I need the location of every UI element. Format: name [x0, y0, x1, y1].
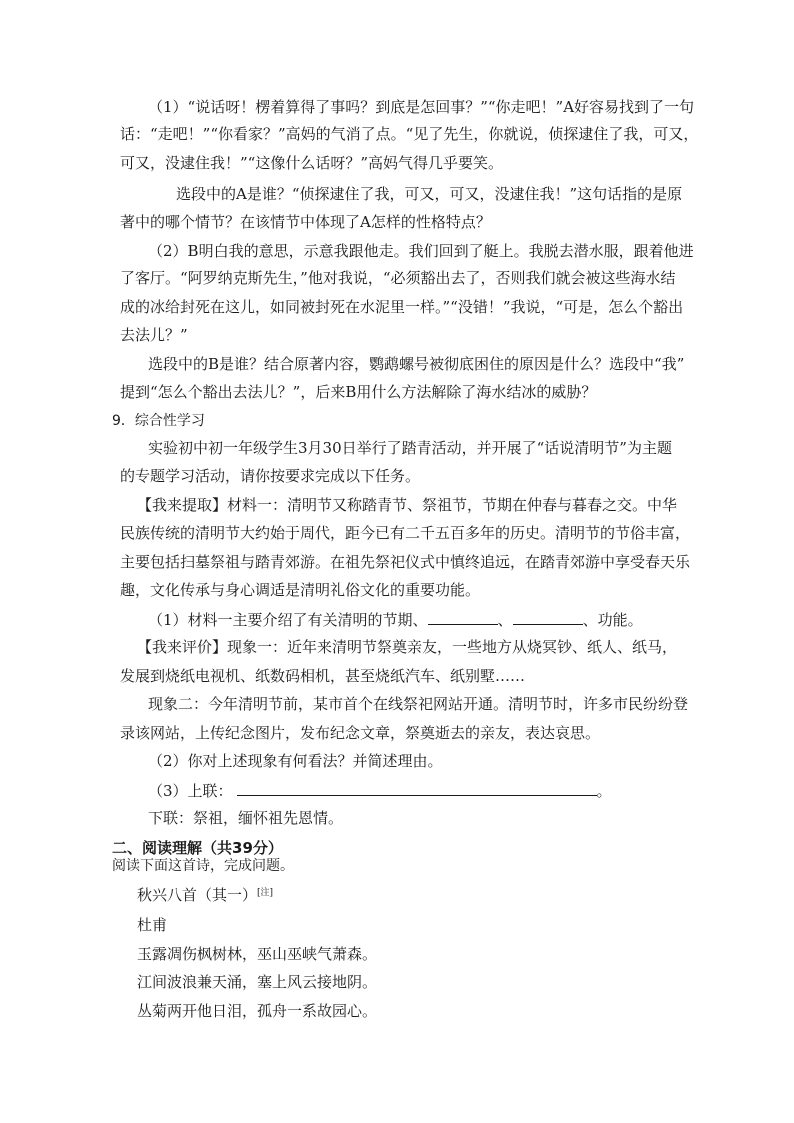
- q2-question-line-1: 选段中的B是谁？结合原著内容，鹦鹉螺号被彻底困住的原因是什么？选段中“我”: [148, 355, 685, 373]
- sub-question-2: （2）你对上述现象有何看法？并简述理由。: [148, 752, 443, 770]
- q2-line-1: （2）B明白我的意思，示意我跟他走。我们回到了艇上。我脱去潜水服，跟着他进: [148, 242, 694, 260]
- material-one-line-2: 民族传统的清明节大约始于周代，距今已有二千五百多年的历史。清明节的节俗丰富，: [120, 524, 691, 542]
- q1-question-line-1: 选段中的A是谁？“侦探逮住了我，可又，可又，没逮住我！”这句话指的是原: [176, 185, 683, 203]
- q9-intro-line-1: 实验初中初一年级学生3月30日举行了踏青活动，并开展了“话说清明节”为主题: [148, 439, 672, 457]
- section-two-heading: 二、阅读理解（共39分）: [112, 839, 283, 857]
- poem-line-2: 江间波浪兼天涌，塞上风云接地阴。: [137, 973, 378, 991]
- poem-line-3: 丛菊两开他日泪，孤舟一系故园心。: [137, 1002, 378, 1020]
- upper-couplet-label: （3）上联：: [148, 782, 233, 800]
- sub-question-1-separator: 、: [497, 611, 513, 629]
- sub-question-3: [148, 780, 612, 801]
- section-two-intro: 阅读下面这首诗，完成问题。: [112, 858, 294, 874]
- upper-couplet-end: 。: [596, 782, 612, 800]
- poem-title-text: 秋兴八首（其一）: [137, 886, 258, 904]
- sub-question-1-suffix: 、功能。: [582, 611, 643, 629]
- q1-line-1: （1）“说话呀！楞着算得了事吗？到底是怎回事？”“你走吧！”A好容易找到了一句: [148, 98, 695, 116]
- q2-line-2: 了客厅。“阿罗纳克斯先生，”他对我说，“必须豁出去了，否则我们就会被这些海水结: [120, 269, 676, 287]
- q1-line-2: 话：“走吧！”“你看家？”高妈的气消了点。“见了先生，你就说，侦探逮住了我，可又，: [120, 125, 699, 143]
- q2-question-line-2: 提到“怎么个豁出去法儿？”，后来B用什么方法解除了海水结冰的威胁？: [120, 383, 597, 401]
- material-one-line-3: 主要包括扫墓祭祖与踏青郊游。在祖先祭祀仪式中慎终追远，在踏青郊游中享受春天乐: [120, 553, 691, 571]
- phenomenon-two-line-2: 录该网站，上传纪念图片，发布纪念文章，祭奠逝去的亲友，表达哀思。: [120, 724, 601, 742]
- poem-note-marker: [注]: [257, 888, 274, 898]
- sub-question-1: [148, 609, 643, 630]
- material-one-line-1: 【我来提取】材料一：清明节又称踏青节、祭祖节，节期在仲春与暮春之交。中华: [137, 496, 678, 514]
- poem-title: [137, 885, 273, 905]
- phenomenon-one-line-2: 发展到烧纸电视机、纸数码相机，甚至烧纸汽车、纸别墅……: [120, 667, 526, 685]
- q1-question-line-2: 著中的哪个情节？在该情节中体现了A怎样的性格特点？: [120, 213, 491, 231]
- phenomenon-one-line-1: 【我来评价】现象一：近年来清明节祭奠亲友，一些地方从烧冥钞、纸人、纸马，: [137, 638, 678, 656]
- sub-question-1-prefix: （1）材料一主要介绍了有关清明的节期、: [148, 611, 428, 629]
- phenomenon-two-line-1: 现象二：今年清明节前，某市首个在线祭祀网站开通。清明节时，许多市民纷纷登: [148, 695, 689, 713]
- answer-blank-2[interactable]: [513, 609, 583, 625]
- q9-title: 9．综合性学习: [112, 413, 205, 429]
- q2-line-3: 成的冰给封死在这儿，如同被封死在水泥里一样。”“没错！”我说，“可是，怎么个豁出: [120, 298, 684, 316]
- material-one-line-4: 趣，文化传承与身心调适是清明礼俗文化的重要功能。: [120, 581, 481, 599]
- q2-line-4: 去法儿？”: [120, 326, 188, 344]
- poem-author: 杜甫: [137, 916, 168, 934]
- q9-intro-line-2: 的专题学习活动，请你按要求完成以下任务。: [120, 467, 421, 485]
- q1-line-3: 可又，没逮住我！”“这像什么话呀？”高妈气得几乎要笑。: [120, 154, 504, 172]
- lower-couplet: 下联：祭祖，缅怀祖先恩情。: [148, 809, 344, 827]
- upper-couplet-blank[interactable]: [237, 780, 597, 796]
- answer-blank-1[interactable]: [428, 609, 498, 625]
- poem-line-1: 玉露凋伤枫树林，巫山巫峡气萧森。: [137, 945, 378, 963]
